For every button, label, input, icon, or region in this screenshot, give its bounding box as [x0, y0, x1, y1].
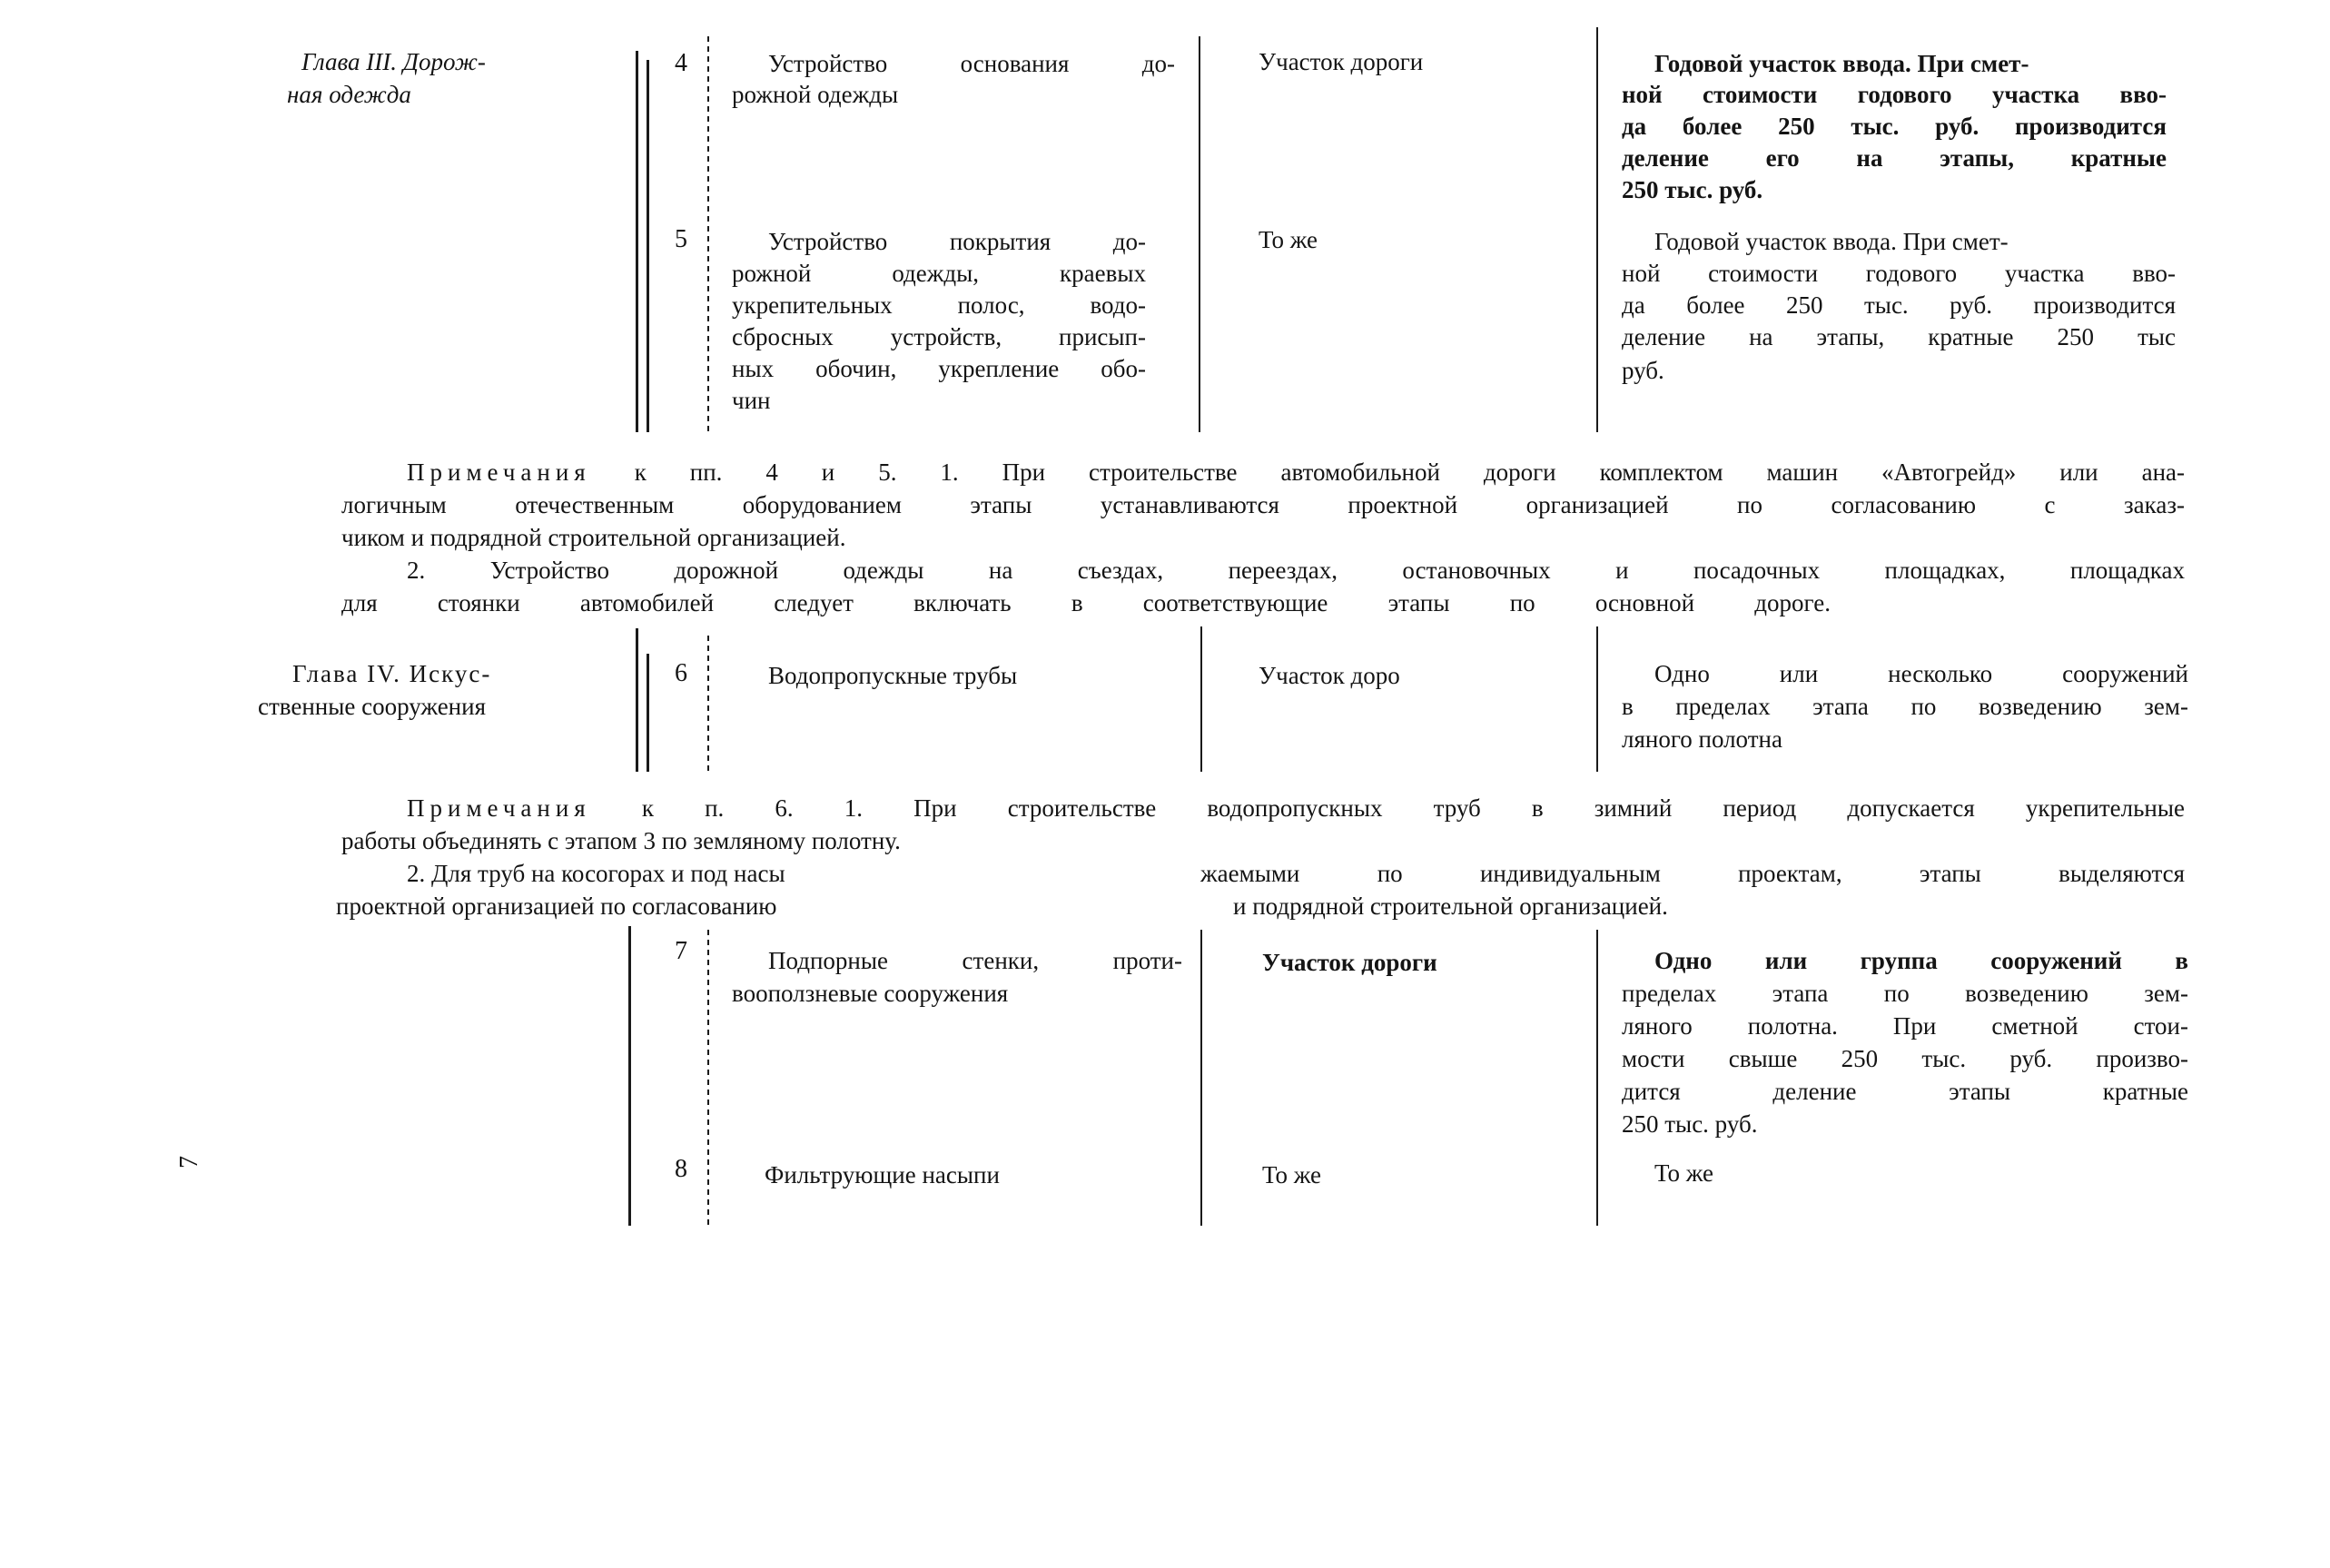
row8-work: Фильтрующие насыпи: [765, 1161, 1000, 1188]
column-divider-work: [1199, 36, 1200, 432]
row6-stage-line3: ляного полотна: [1622, 725, 1782, 753]
note2-line1: [407, 792, 2185, 824]
column-divider-unit: [1596, 27, 1598, 432]
note1-line3: чиком и подрядной строительной организацией.: [341, 524, 846, 551]
table3-border-left: [628, 926, 631, 1226]
table2-border-left-double: [647, 654, 649, 772]
row5-stage-line4: деление на этапы, кратные 250 тыс: [1622, 323, 2176, 350]
row5-work-line5: ных обочин, укрепление обо-: [732, 355, 1146, 382]
row-number-6: 6: [675, 659, 687, 687]
note1-line5: для стоянки автомобилей следует включать в соответствующие этапы по основной дороге.: [341, 589, 1831, 616]
row8-unit: То же: [1262, 1161, 1321, 1188]
row-number-8: 8: [675, 1155, 687, 1183]
row7-stage-line2: пределах этапа по возведению зем-: [1622, 980, 2188, 1007]
note2-text-line1: к п. 6. 1. При строительстве водопропускных труб в зимний период допускается укрепительные: [641, 794, 2185, 822]
row-number-4: 4: [675, 49, 687, 77]
column-divider-number: [707, 36, 709, 432]
row6-stage-line2: в пределах этапа по возведению зем-: [1622, 693, 2188, 720]
row-number-5: 5: [675, 225, 687, 253]
row-number-7: 7: [675, 937, 687, 965]
table3-column-divider-unit: [1596, 930, 1598, 1226]
row4-work-line1: Устройство основания до-: [768, 50, 1175, 77]
row5-stage-line5: руб.: [1622, 357, 1664, 384]
chapter-4-title-line2: ственные сооружения: [258, 693, 487, 720]
table2-column-divider-number: [707, 636, 709, 772]
row4-work-line2: рожной одежды: [732, 81, 899, 108]
chapter-3-title-line1: Глава III. Дорож-: [301, 48, 486, 75]
table-border-left-double: [647, 60, 649, 432]
row4-stage-line5: 250 тыс. руб.: [1622, 176, 1763, 203]
note2-line4b: и подрядной строительной организацией.: [1233, 892, 1668, 920]
row5-stage-line1: Годовой участок ввода. При смет-: [1654, 228, 2009, 255]
row7-work-line2: вооползневые сооружения: [732, 980, 1009, 1007]
note2-line4a: проектной организацией по согласованию: [336, 892, 777, 920]
row7-stage-line5: дится деление этапы кратные: [1622, 1078, 2188, 1105]
row7-stage-line1: Одно или группа сооружений в: [1654, 947, 2188, 974]
row6-work: Водопропускные трубы: [768, 662, 1018, 689]
note2-line2: работы объединять с этапом 3 по земляному полотну.: [341, 827, 901, 854]
note1-text-line1: к пп. 4 и 5. 1. При строительстве автомобильной дороги комплектом машин «Автогрейд» или ана-: [634, 459, 2185, 486]
row5-work-line1: Устройство покрытия до-: [768, 228, 1146, 255]
row5-stage-line2: ной стоимости годового участка вво-: [1622, 260, 2176, 287]
note1-line4: 2. Устройство дорожной одежды на съездах, переездах, остановочных и посадочных площадках, площадках: [407, 557, 2185, 584]
row7-unit: Участок дороги: [1262, 949, 1437, 976]
row4-stage-line1: Годовой участок ввода. При смет-: [1654, 50, 2029, 77]
row5-work-line4: сбросных устройств, присып-: [732, 323, 1146, 350]
row4-stage-line2: ной стоимости годового участка вво-: [1622, 81, 2167, 108]
note2-line3b: жаемыми по индивидуальным проектам, этапы выделяются: [1200, 860, 2185, 887]
chapter-4-title-line1: Глава IV. Искус-: [292, 660, 492, 687]
row7-work-line1: Подпорные стенки, проти-: [768, 947, 1182, 974]
row5-stage-line3: да более 250 тыс. руб. производится: [1622, 291, 2176, 319]
note1-line2: логичным отечественным оборудованием этапы устанавливаются проектной организацией по согласованию с заказ-: [341, 491, 2185, 518]
table3-column-divider-number: [707, 930, 709, 1226]
table2-column-divider-work: [1200, 626, 1202, 772]
row7-stage-line3: ляного полотна. При сметной стои-: [1622, 1012, 2188, 1040]
table3-column-divider-work: [1200, 930, 1202, 1226]
row6-unit: Участок доро: [1259, 662, 1400, 689]
row5-work-line6: чин: [732, 387, 771, 414]
note2-label: Примечания: [407, 794, 591, 822]
row6-stage-line1: Одно или несколько сооружений: [1654, 660, 2188, 687]
row7-stage-line4: мости свыше 250 тыс. руб. произво-: [1622, 1045, 2188, 1072]
margin-page-mark: 7: [175, 1156, 203, 1169]
row4-stage-line4: деление его на этапы, кратные: [1622, 144, 2167, 172]
row5-unit: То же: [1259, 226, 1318, 253]
row5-work-line3: укрепительных полос, водо-: [732, 291, 1146, 319]
note1-line1: [407, 456, 2185, 488]
row5-work-line2: рожной одежды, краевых: [732, 260, 1146, 287]
table-border-left: [636, 51, 638, 432]
row8-stage: То же: [1654, 1159, 1713, 1187]
table2-border-left: [636, 628, 638, 772]
row7-stage-line6: 250 тыс. руб.: [1622, 1110, 1758, 1138]
row4-stage-line3: да более 250 тыс. руб. производится: [1622, 113, 2167, 140]
chapter-3-title-line2: ная одежда: [287, 81, 411, 108]
row4-unit: Участок дороги: [1259, 48, 1424, 75]
note1-label: Примечания: [407, 459, 591, 486]
note2-line3a: 2. Для труб на косогорах и под насы: [407, 860, 785, 887]
table2-column-divider-unit: [1596, 626, 1598, 772]
